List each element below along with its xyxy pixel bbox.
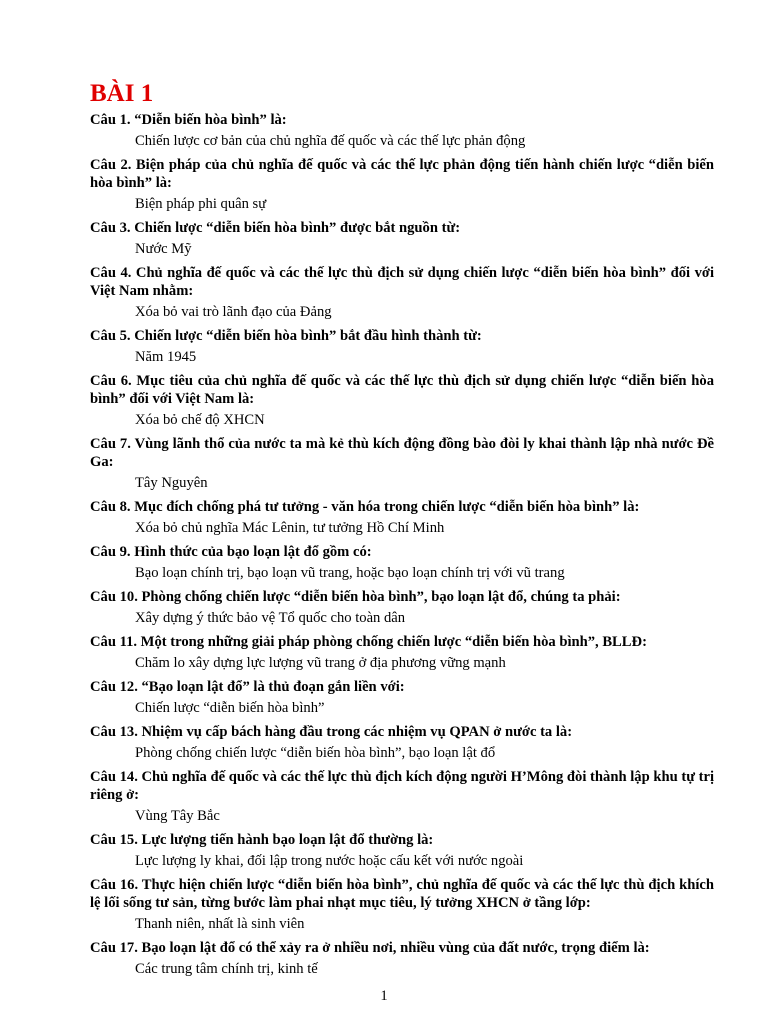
question-text: Câu 4. Chủ nghĩa đế quốc và các thế lực thù địch sử dụng chiến lược “diễn biến hòa bình” đối với Việt Nam nhằm: — [90, 265, 714, 299]
question-list — [90, 111, 714, 984]
question-text: Câu 14. Chủ nghĩa đế quốc và các thế lực thù địch kích động người H’Mông đòi thành lập khu tự trị riêng ở: — [90, 769, 714, 803]
answer-text: Thanh niên, nhất là sinh viên — [135, 916, 305, 932]
question-text: Câu 11. Một trong những giải pháp phòng chống chiến lược “diễn biến hòa bình”, BLLĐ: — [90, 634, 647, 650]
answer-text: Chiến lược “diễn biến hòa bình” — [135, 700, 325, 716]
question-text: Câu 15. Lực lượng tiến hành bạo loạn lật đổ thường là: — [90, 832, 434, 848]
answer-text: Nước Mỹ — [135, 241, 192, 257]
answer-text: Xóa bỏ vai trò lãnh đạo của Đảng — [135, 304, 332, 320]
page-number: 1 — [380, 988, 388, 1004]
question-text: Câu 8. Mục đích chống phá tư tưởng - văn hóa trong chiến lược “diễn biến hòa bình” là: — [90, 499, 640, 515]
question-text: Câu 12. “Bạo loạn lật đổ” là thủ đoạn gắn liền với: — [90, 679, 405, 695]
question-text: Câu 13. Nhiệm vụ cấp bách hàng đầu trong các nhiệm vụ QPAN ở nước ta là: — [90, 724, 573, 740]
answer-text: Xây dựng ý thức bảo vệ Tổ quốc cho toàn dân — [135, 610, 406, 626]
question-text: Câu 10. Phòng chống chiến lược “diễn biến hòa bình”, bạo loạn lật đổ, chúng ta phải: — [90, 589, 621, 605]
question-text: Câu 5. Chiến lược “diễn biến hòa bình” bắt đầu hình thành từ: — [90, 328, 482, 344]
question-text: Câu 9. Hình thức của bạo loạn lật đổ gồm có: — [90, 544, 372, 560]
answer-text: Lực lượng ly khai, đối lập trong nước hoặc cấu kết với nước ngoài — [135, 853, 524, 869]
question-text: Câu 16. Thực hiện chiến lược “diễn biến hòa bình”, chủ nghĩa đế quốc và các thế lực thù địch khích lệ lối sống tư sản, từng bước làm phai nhạt mục tiêu, lý tưởng XHCN ở tầng lớp: — [90, 877, 714, 911]
answer-text: Xóa bỏ chế độ XHCN — [135, 412, 265, 428]
answer-text: Chăm lo xây dựng lực lượng vũ trang ở địa phương vững mạnh — [135, 655, 506, 671]
question-text: Câu 6. Mục tiêu của chủ nghĩa đế quốc và các thế lực thù địch sử dụng chiến lược “diễn biến hòa bình” đối với Việt Nam là: — [90, 373, 714, 407]
answer-text: Bạo loạn chính trị, bạo loạn vũ trang, hoặc bạo loạn chính trị với vũ trang — [135, 565, 565, 581]
question-text: Câu 3. Chiến lược “diễn biến hòa bình” được bắt nguồn từ: — [90, 220, 461, 236]
question-text: Câu 7. Vùng lãnh thổ của nước ta mà kẻ thù kích động đồng bào đòi ly khai thành lập nhà nước Đề Ga: — [90, 436, 714, 470]
answer-text: Vùng Tây Bắc — [135, 808, 220, 824]
answer-text: Tây Nguyên — [135, 475, 208, 491]
answer-text: Phòng chống chiến lược “diễn biến hòa bình”, bạo loạn lật đổ — [135, 745, 496, 761]
question-text: Câu 17. Bạo loạn lật đổ có thể xảy ra ở nhiều nơi, nhiều vùng của đất nước, trọng điểm là: — [90, 940, 650, 956]
answer-text: Biện pháp phi quân sự — [135, 196, 267, 212]
answer-text: Các trung tâm chính trị, kinh tế — [135, 961, 318, 977]
question-text: Câu 2. Biện pháp của chủ nghĩa đế quốc và các thế lực phản động tiến hành chiến lược “diễn biến hòa bình” là: — [90, 157, 714, 191]
answer-text: Xóa bỏ chủ nghĩa Mác Lênin, tư tưởng Hồ Chí Minh — [135, 520, 445, 536]
lesson-title: BÀI 1 — [90, 80, 154, 107]
answer-text: Chiến lược cơ bản của chủ nghĩa đế quốc và các thế lực phản động — [135, 133, 526, 149]
answer-text: Năm 1945 — [135, 349, 197, 365]
question-text: Câu 1. “Diễn biến hòa bình” là: — [90, 112, 287, 128]
